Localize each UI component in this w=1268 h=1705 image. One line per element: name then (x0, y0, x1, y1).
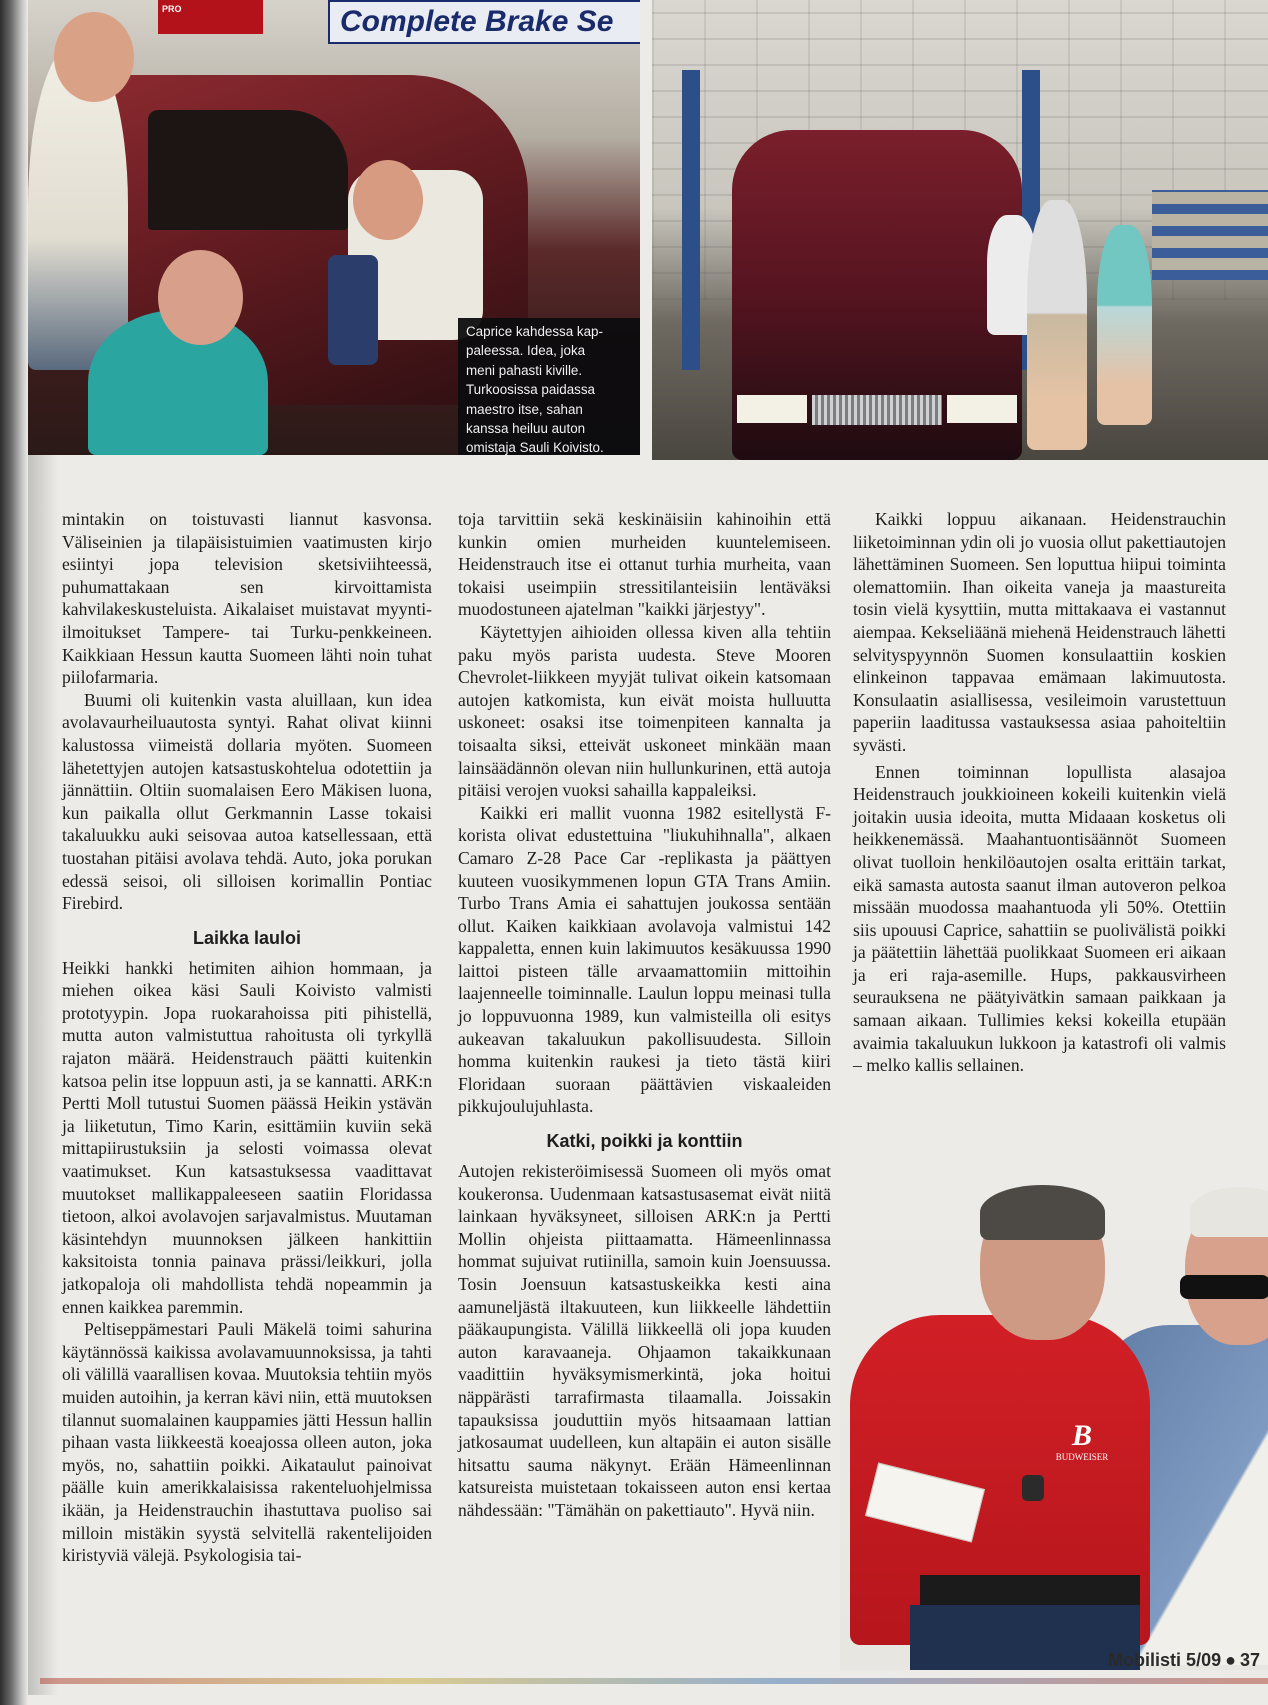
budweiser-logo (1055, 1420, 1109, 1468)
page-binding-edge (0, 0, 28, 1705)
wristwatch (1022, 1475, 1044, 1501)
caption-line: Caprice kahdessa kap- (466, 324, 603, 339)
shop-sign-brake-service: Complete Brake Se (328, 0, 640, 44)
text-column-1 (62, 508, 432, 1567)
paragraph: mintakin on toistuvasti liannut kasvonsa. Väliseinien ja tilapäisistuimien vaatimusten kirjo esiintyi jopa television sketsiviihteessä, puhumattakaan sen kirvoittamista kahvilakeskusteluista. Aikalaiset muistavat myynti-ilmoitukset Tampere- tai Turku-penkkeineen. Kaikkiaan Hessun kautta Suomeen lähti noin tuhat piilofarmaria. (62, 509, 432, 688)
paragraph: Autojen rekisteröimisessä Suomeen oli myös omat koukeronsa. Uudenmaan katsastusasemat eivät niitä lainkaan hyväksyneet, silloisen ARK:n ja Pertti Mollin ohjeista piittaamatta. Hämeenlinnassa hommat sujuivat rutiinilla, samoin kuin Joensuussa. Tosin Joensuun katsastuskeikka kesti aina aamuneljästä iltakuuteen, kun liikkeelle lähdettiin pääkaupungista. Välillä liikkeellä oli jopa kuuden auton karavaaneja. Ohjaamon takaikkunaan vaadittiin hyväksymismerkintä, joka hoitui näppärästi tarrafirmasta tilaamalla. Joissakin tapauksissa jouduttiin myös hitsaamaan lattian jatkosaumat uudelleen, kun altapäin ei auton sisälle hitsattu sauma näkynyt. Erään Hämeenlinnan katsureista muistetaan tokaisseen auton ensi kertaa nähdessään: "Tämähän on pakettiauto". Hyvä niin. (458, 1161, 831, 1520)
paragraph: Kaikki eri mallit vuonna 1982 esitellystä F-korista olivat edustettuina "liukuhihnalla", alkaen Camaro Z-28 Pace Car -replikasta ja päättyen kuuteen vuosikymmenen lopun GTA Trans Amiin. Turbo Trans Amia ei sahattujen joukossa sentään ollut. Kaiken kaikkiaan avolavoja valmistui 142 kappaletta, ennen kuin lakimuutos kesäkuussa 1990 laittoi pisteen tälle arvaamattomiin mittoihin laajenneelle toiminnalle. Laulun loppu meinasi tulla jo loppuvuonna 1989, kun valmisteilla oli esitys aukeavan takaluukun pakollisuudesta. Silloin homma kuitenkin raukesi ja tieto tästä kiiri Floridaan suoraan päättävien viskaaleiden pikkujoulujuhlasta. (458, 802, 831, 1117)
caption-line: kanssa heiluu auton (466, 421, 586, 437)
woman-turquoise-shirt-head (158, 250, 243, 345)
paragraph: toja tarvittiin sekä keskinäisiin kahinoihin että kunkin omien murheiden kuuntelemiseen. Heidenstrauch itse ei ottanut turhia murheita, vaan tokaisi useimpiin stressitilanteisiin lentäväksi muodostuneen ajatelman "kaikki järjestyy". (458, 509, 831, 620)
caption-line: maestro itse, sahan (466, 401, 583, 417)
budweiser-logo-text: BUDWEISER (1055, 1452, 1109, 1462)
bullet-icon: ● (1225, 1650, 1236, 1670)
gutter-shadow (28, 455, 58, 1695)
bottom-color-rule (40, 1678, 1268, 1684)
section-heading: Katki, poikki ja konttiin (546, 1131, 743, 1152)
man-with-saw-head (353, 160, 423, 240)
headlight-right (947, 395, 1017, 423)
photo-cut-car-workshop (652, 0, 1268, 460)
caption-line: omistaja Sauli Koivisto. (466, 440, 604, 455)
white-hair (1190, 1187, 1268, 1237)
paragraph: Peltiseppämestari Pauli Mäkelä toimi sahurina käytännössä kaikissa avolavamuunnoksissa, ja tahti oli välillä vaarallisen kovaa. Muutoksia tehtiin myös muiden autoihin, ja kerran kävi niin, että muutoksen tilannut suomalainen kauppamies jätti Hessun hallin pihaan vasta liikkeestä koeajossa olleen auton, joka myös, no, sahattiin poikki. Aikataulut painoivat päälle kuin amerikkalaisissa rakenteluohjelmissa ikään, ja Heidenstrauchin ihastuttava puoliso sai milloin mistäkin syystä selvitellä rakentelijoiden kiristyviä välejä. Psykologisia tai- (62, 1319, 432, 1566)
grey-hair (980, 1185, 1105, 1240)
man-white-shirt-head (54, 12, 134, 102)
paragraph: Kaikki loppuu aikanaan. Heidenstrauchin liiketoiminnan ydin oli jo vuosia ollut pakettiautojen lähettäminen Suomeen. Sen loputtua hiipui toiminta olemattomiin. Ihan oikeita vaneja ja maastureita tosin vielä kysyttiin, mutta mittakaava ei vastannut aiempaa. Kekseliäänä miehenä Heidenstrauch lähetti selvityspyynnön Suomen konsulaattiin koskien elinkeinon tappavaa emämaan lakimuutosta. Konsulaatin asiallisessa, vesileimoin varustettuun paperiin laaditussa vastauksessa asiaa pahoiteltiin syvästi. (853, 509, 1226, 755)
magazine-issue: Mobilisti 5/09 (1108, 1650, 1222, 1670)
car-window (148, 110, 348, 230)
worker (1027, 200, 1087, 450)
grille (812, 395, 942, 425)
photo-caprice-garage (28, 0, 640, 455)
caption-line: meni pahasti kiville. (466, 362, 583, 378)
caption-line: Turkoosissa paidassa (466, 382, 596, 398)
photo-caption (458, 318, 640, 455)
lift-post (682, 70, 700, 370)
jeans (910, 1605, 1140, 1670)
page-footer (1108, 1650, 1260, 1671)
paragraph: Heikki hankki hetimiten aihion hommaan, ja miehen oikea käsi Sauli Koivisto valmisti prototyypin. Jopa ruokarahoissa piti pihistellä, mutta auton valmistuttua rahoitusta oli tyrkyllä rajaton määrä. Heidenstrauch päätti kuitenkin katsoa pelin itse loppuun asti, ja se kannatti. ARK:n Pertti Moll tutustui Suomen päässä Heikin ystävän ja liiketutun, Timo Karin, esittämiin kuviin sekä mittapiirustuksiin ja selosti voimassa olevat vaatimukset. Kun katsastuksessa vaadittavat muutokset mallikappaleeseen saatiin Floridassa tietoon, alkoi avolavojen sarjavalmistus. Muutaman käsintehdyn muunnoksen jälkeen hankittiin kaksitoista tonnia painava prässi/leikkuri, jolla jatkopaloja oli mahdollista tehdä nopeammin ja ennen kaikkea paremmin. (62, 957, 432, 1317)
photo-two-men-reading (840, 1175, 1268, 1670)
sunglasses (1180, 1275, 1268, 1299)
caption-line: paleessa. Idea, joka (466, 343, 586, 359)
shop-sign-red: PRO (158, 0, 263, 34)
text-column-2 (458, 508, 831, 1522)
tool-shelves (1152, 190, 1268, 280)
section-heading: Laikka lauloi (192, 927, 302, 948)
saw-tool (328, 255, 378, 365)
paragraph: Buumi oli kuitenkin vasta aluillaan, kun idea avolavaurheiluautosta syntyi. Rahat olivat kiinni kalustossa viimeistä dollaria myöten. Suomeen lähetettyjen autojen katsastuskohtelua odotettiin ja jännättiin. Oltiin suomalaisen Eero Mäkisen luona, kun paikalla ollut Gerkmannin Lasse tokaisi takaluukku auki seisovaa autoa katsellessaan, että tuostahan pitäisi avolava tehdä. Auto, joka porukan edessä seisoi, oli silloisen korimallin Pontiac Firebird. (62, 689, 432, 914)
belt (920, 1575, 1140, 1605)
page-number: 37 (1239, 1650, 1260, 1670)
headlight-left (737, 395, 807, 423)
budweiser-logo-letter: B (1071, 1419, 1092, 1452)
text-column-3 (853, 508, 1226, 1077)
worker (1097, 225, 1152, 425)
paragraph: Käytettyjen aihioiden ollessa kiven alla tehtiin paku myös parista uudesta. Steve Mooren Chevrolet-liikkeen myyjät tulivat oikein katsomaan autojen katkomista, kun eivät moista hulluutta uskoneet: osaksi itse toimenpiteen kannalta ja toisaalta siksi, etteivät uskoneet minkään maan lainsäädännön olevan niin hullunkurinen, että autoja pitäisi verojen vuoksi sahailla kappaleiksi. (458, 621, 831, 801)
paragraph: Ennen toiminnan lopullista alasajoa Heidenstrauch joukkioineen kokeili kuitenkin vielä joitakin uusia ideoita, mutta Midaaan kosketus oli heikkenemässä. Maahantuontisäännöt Suomeen olivat tuolloin henkilöautojen osalta erittäin tarkat, eikä samasta autosta saanut ilman autoveron pelkoa missään muodossa maahantuoda yli 50%. Otettiin siis upouusi Caprice, sahattiin se puolivälistä poikki ja päätettiin lähettää puolikkaat Suomeen eri aikaan ja eri raja-asemille. Hups, pakkausvirheen seurauksena ne päätyivätkin samaan paikkaan ja samaan aikaan. Tullimies keksi kokeilla etupään avaimia takaluukun lukkoon ja katastrofi oli valmis – melko kallis sellainen. (853, 761, 1226, 1076)
